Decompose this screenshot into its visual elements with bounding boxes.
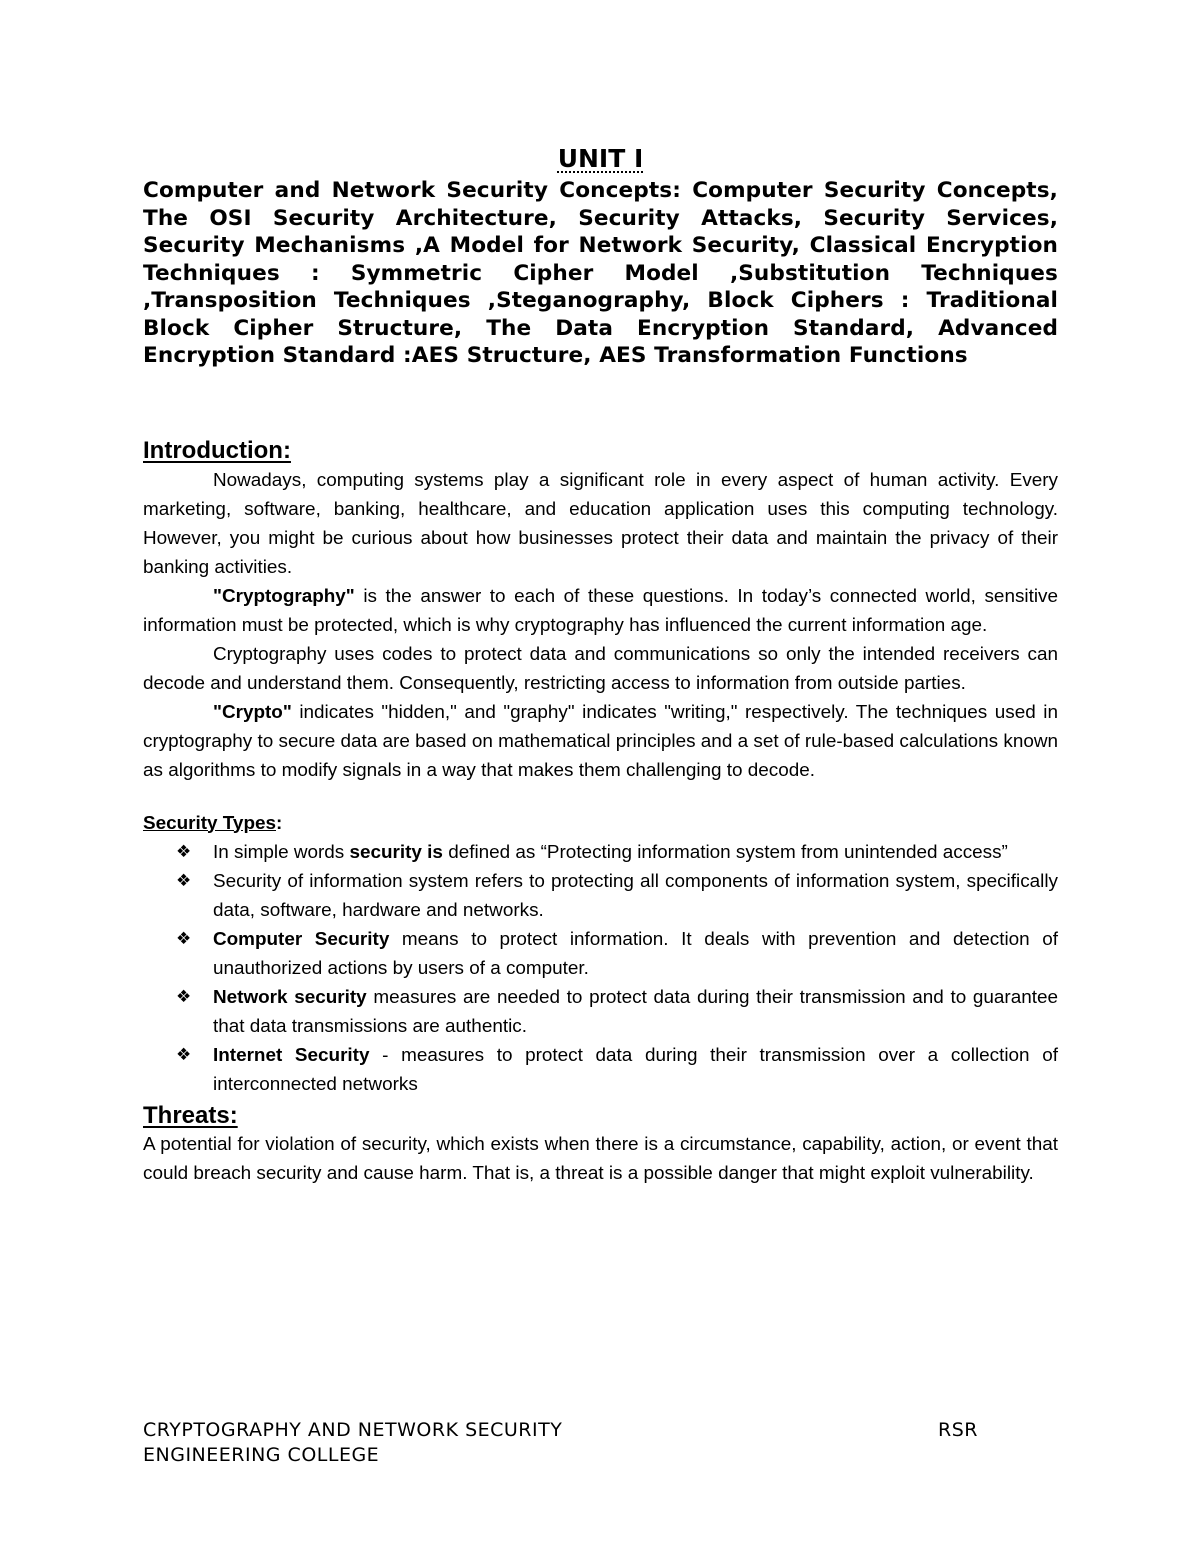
list-item: [143, 867, 1058, 925]
list-item-text: measures are needed to protect data during their transmission and to guarantee that data transmissions are authentic.: [213, 986, 1058, 1037]
diamond-bullet-icon: ❖: [176, 841, 192, 862]
page-content: [143, 143, 1058, 1188]
footer-subject: CRYPTOGRAPHY AND NETWORK SECURITY: [143, 1419, 563, 1441]
diamond-bullet-icon: ❖: [176, 870, 192, 891]
introduction-heading: Introduction:: [143, 436, 291, 464]
list-item-bold-term: security is: [349, 841, 443, 863]
list-item-text: In simple words: [213, 841, 350, 863]
footer-college-abbrev: RSR: [938, 1419, 978, 1441]
page-footer: [143, 1418, 1003, 1468]
list-item: [143, 838, 1058, 867]
security-types-heading-colon: :: [276, 812, 283, 834]
footer-college-name: ENGINEERING COLLEGE: [143, 1444, 380, 1466]
list-item-bold-term: Network security: [213, 986, 367, 1008]
list-item-text: - measures to protect data during their transmission over a collection of interconnected networks: [213, 1044, 1058, 1095]
diamond-bullet-icon: ❖: [176, 928, 192, 949]
list-item-text: Security of information system refers to protecting all components of information system, specifically data, software, hardware and networks.: [213, 870, 1058, 921]
security-types-list: [143, 838, 1058, 1099]
list-item-bold-term: Computer Security: [213, 928, 390, 950]
security-types-heading: [143, 809, 1058, 838]
security-types-heading-text: Security Types: [143, 812, 276, 834]
cryptography-term: "Cryptography": [213, 585, 355, 607]
list-item: [143, 983, 1058, 1041]
unit-topics: Computer and Network Security Concepts: Computer Security Concepts, The OSI Security Architecture, Security Attacks, Security Services, Security Mechanisms ,A Model for Network Security, Classical Encryption Techniques : Symmetric Cipher Model ,Substitution Techniques ,Transposition Techniques ,Steganography, Block Ciphers : Traditional Block Cipher Structure, The Data Encryption Standard, Advanced Encryption Standard :AES Structure, AES Transformation Functions: [143, 178, 1058, 368]
threats-paragraph: A potential for violation of security, which exists when there is a circumstance, capability, action, or event that could breach security and cause harm. That is, a threat is a possible danger that might exploit vulnerability.: [143, 1133, 1058, 1184]
unit-title: UNIT I: [557, 144, 644, 173]
list-item: [143, 925, 1058, 983]
diamond-bullet-icon: ❖: [176, 986, 192, 1007]
list-item: [143, 1041, 1058, 1099]
intro-paragraph-2-text: is the answer to each of these questions. In today’s connected world, sensitive information must be protected, which is why cryptography has influenced the current information age.: [143, 585, 1058, 636]
crypto-term: "Crypto": [213, 701, 292, 723]
intro-paragraph-1: Nowadays, computing systems play a significant role in every aspect of human activity. Every marketing, software, banking, healthcare, and education application uses this computing technology. However, you might be curious about how businesses protect their data and maintain the privacy of their banking activities.: [143, 469, 1058, 578]
list-item-bold-term: Internet Security: [213, 1044, 370, 1066]
list-item-text: defined as “Protecting information system from unintended access”: [442, 841, 1008, 863]
intro-paragraph-3: Cryptography uses codes to protect data and communications so only the intended receivers can decode and understand them. Consequently, restricting access to information from outside parties.: [143, 643, 1058, 694]
intro-paragraph-4-text: indicates "hidden," and "graphy" indicates "writing," respectively. The techniques used in cryptography to secure data are based on mathematical principles and a set of rule-based calculations known as algorithms to modify signals in a way that makes them challenging to decode.: [143, 701, 1058, 781]
list-item-text: means to protect information. It deals with prevention and detection of unauthorized actions by users of a computer.: [213, 928, 1058, 979]
diamond-bullet-icon: ❖: [176, 1044, 192, 1065]
intro-paragraph-2: [143, 582, 1058, 640]
threats-heading: Threats:: [143, 1101, 238, 1129]
intro-paragraph-4: [143, 698, 1058, 785]
